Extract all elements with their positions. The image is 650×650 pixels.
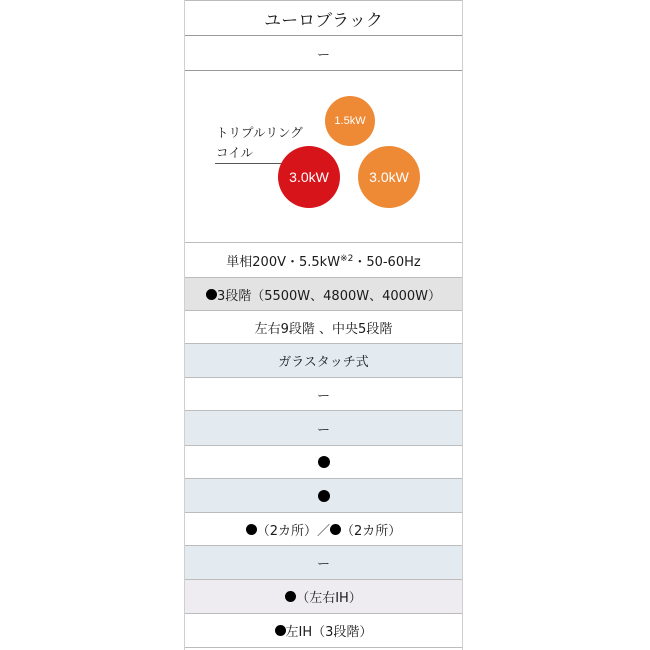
coil-label-line2: コイル bbox=[216, 145, 254, 160]
timer-left: （2カ所） bbox=[256, 523, 317, 539]
dash-text-3: ー bbox=[316, 557, 330, 572]
dash-row-3 bbox=[185, 546, 462, 580]
power-supply-row bbox=[185, 243, 462, 278]
dash-text-2: ー bbox=[316, 422, 330, 438]
power-supply-text bbox=[226, 251, 420, 270]
coil-diagram bbox=[185, 71, 462, 243]
power-levels-text: 3段階（5500W、4800W、4000W） bbox=[216, 288, 442, 304]
power-supply-freq: ・50-60Hz bbox=[353, 254, 421, 270]
ih-left-row bbox=[185, 614, 462, 648]
ih-left-text: 左IH（3段階） bbox=[285, 625, 373, 640]
timer-right: （2カ所） bbox=[341, 523, 402, 539]
spec-column bbox=[184, 0, 463, 650]
dash-text-1: ー bbox=[316, 388, 330, 404]
right-burner-power: 3.0kW bbox=[369, 169, 409, 185]
right-burner-circle bbox=[358, 146, 420, 208]
timer-separator: ／ bbox=[316, 523, 330, 539]
bullet-dot bbox=[318, 490, 330, 502]
ih-side-row bbox=[185, 580, 462, 614]
heat-adjust-text: 左右9段階 、中央5段階 bbox=[254, 321, 393, 337]
color-name: ユーロブラック bbox=[264, 10, 383, 31]
dash-row-1 bbox=[185, 378, 462, 411]
dash-row-2 bbox=[185, 411, 462, 446]
header-dash-row bbox=[185, 36, 462, 71]
bullet-dot bbox=[246, 524, 257, 535]
bullet-dot bbox=[275, 625, 286, 636]
bullet-dot bbox=[318, 456, 330, 468]
bullet-dot bbox=[206, 289, 217, 300]
timer-row bbox=[185, 513, 462, 546]
bullet-dot bbox=[285, 591, 296, 602]
ih-side-text: （左右IH） bbox=[296, 591, 362, 606]
heat-adjust-row bbox=[185, 311, 462, 344]
coil-label-line1: トリプルリング bbox=[216, 125, 303, 140]
power-supply-main: 単相200V・5.5kW bbox=[226, 254, 341, 270]
power-supply-note: ※2 bbox=[340, 253, 354, 264]
bullet-dot bbox=[330, 524, 341, 535]
power-levels-row bbox=[185, 278, 462, 311]
operation-row bbox=[185, 344, 462, 378]
header-dash: ー bbox=[316, 47, 330, 63]
small-burner-power: 1.5kW bbox=[334, 115, 366, 127]
feature-row-a bbox=[185, 446, 462, 479]
left-burner-power: 3.0kW bbox=[289, 169, 329, 185]
left-burner-circle bbox=[278, 146, 340, 208]
small-burner-circle bbox=[325, 96, 375, 146]
operation-text: ガラスタッチ式 bbox=[278, 355, 369, 370]
color-name-row bbox=[185, 0, 462, 36]
feature-row-b bbox=[185, 479, 462, 513]
